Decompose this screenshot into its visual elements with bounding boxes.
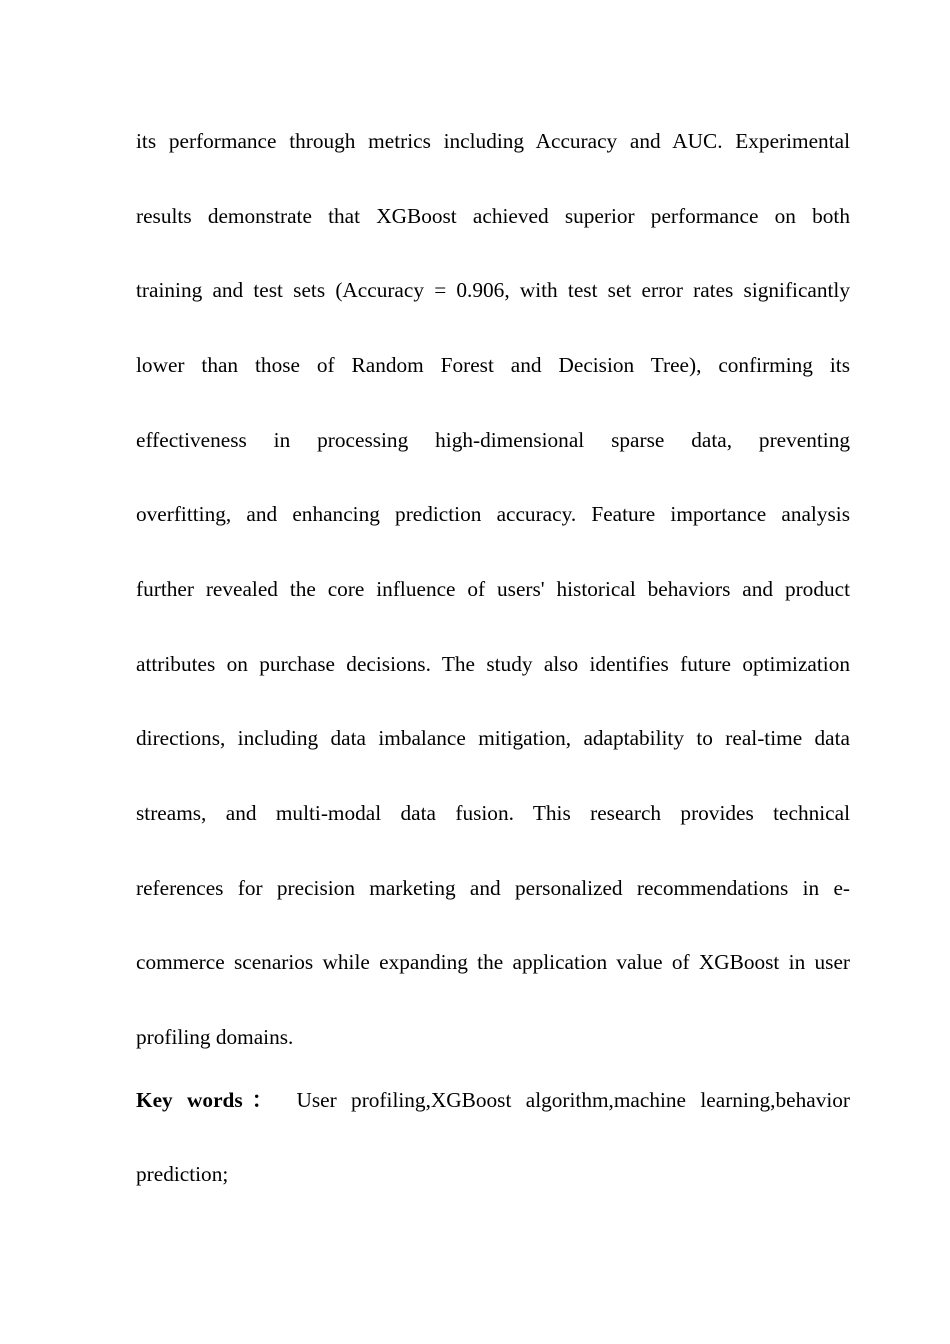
abstract-line: streams, and multi-modal data fusion. This research provides technical: [136, 801, 850, 825]
abstract-line: attributes on purchase decisions. The study also identifies future optimization: [136, 652, 850, 676]
abstract-line: profiling domains.: [136, 1025, 294, 1049]
abstract-line: commerce scenarios while expanding the application value of XGBoost in user: [136, 950, 850, 974]
abstract-line: directions, including data imbalance mitigation, adaptability to real-time data: [136, 726, 850, 750]
keywords-text: User profiling,XGBoost algorithm,machine learning,behavior: [296, 1088, 850, 1112]
abstract-line: lower than those of Random Forest and Decision Tree), confirming its: [136, 353, 850, 377]
keywords-label: Key words：: [136, 1088, 283, 1112]
keywords-line-2: prediction;: [136, 1162, 229, 1186]
abstract-line: references for precision marketing and personalized recommendations in e-: [136, 876, 850, 900]
abstract-line: its performance through metrics including Accuracy and AUC. Experimental: [136, 129, 850, 153]
abstract-line: further revealed the core influence of users' historical behaviors and product: [136, 577, 850, 601]
abstract-line: overfitting, and enhancing prediction accuracy. Feature importance analysis: [136, 502, 850, 526]
abstract-line: training and test sets (Accuracy = 0.906, with test set error rates significantly: [136, 278, 850, 302]
abstract-line: results demonstrate that XGBoost achieved superior performance on both: [136, 204, 850, 228]
abstract-line: effectiveness in processing high-dimensional sparse data, preventing: [136, 428, 850, 452]
keywords-line: [136, 1085, 850, 1115]
